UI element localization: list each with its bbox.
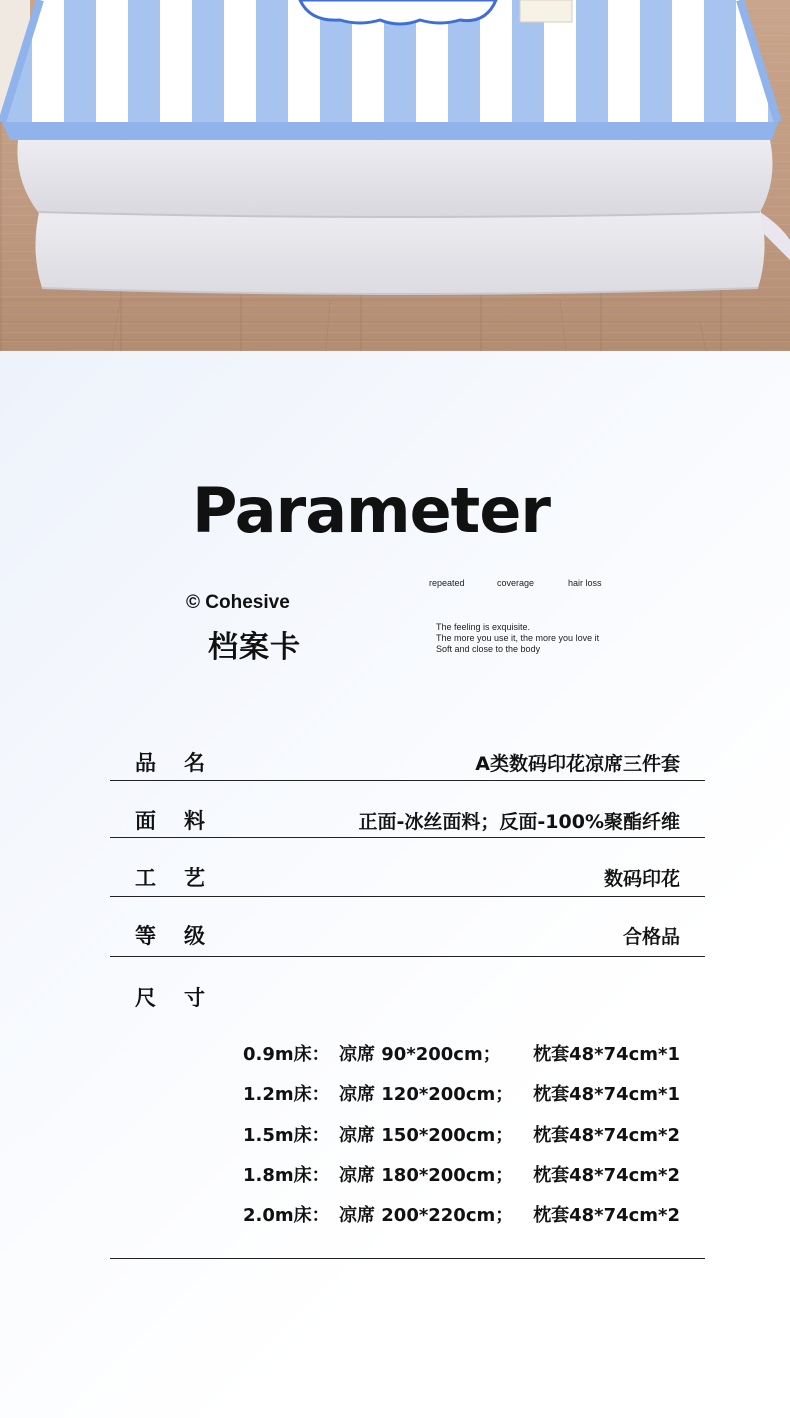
bed-size: 0.9m床： bbox=[243, 1044, 330, 1065]
mat-size: 凉席 150*200cm； bbox=[339, 1125, 514, 1146]
divider bbox=[110, 1258, 705, 1259]
bed-size: 1.5m床： bbox=[243, 1125, 330, 1146]
brand-name: © Cohesive bbox=[186, 592, 290, 613]
mat-size: 凉席 200*220cm； bbox=[339, 1205, 514, 1226]
mat-size: 凉席 90*200cm； bbox=[339, 1044, 501, 1065]
param-value: 合格品 bbox=[622, 926, 680, 948]
divider bbox=[110, 956, 705, 957]
param-label: 品名 bbox=[135, 751, 233, 775]
bed-size: 2.0m床： bbox=[243, 1205, 330, 1226]
divider bbox=[110, 837, 705, 838]
tag-hair-loss: hair loss bbox=[568, 578, 602, 588]
feature-tags bbox=[429, 578, 602, 588]
divider bbox=[110, 896, 705, 897]
tagline-line: The more you use it, the more you love it bbox=[436, 633, 600, 643]
card-label: 档案卡 bbox=[208, 630, 301, 665]
bed-illustration bbox=[0, 0, 790, 351]
tagline-line: Soft and close to the body bbox=[436, 644, 541, 654]
pillow-size: 枕套48*74cm*1 bbox=[533, 1044, 680, 1065]
bed-size: 1.2m床： bbox=[243, 1084, 330, 1105]
mat-size: 凉席 120*200cm； bbox=[339, 1084, 514, 1105]
tag-repeated: repeated bbox=[429, 578, 465, 588]
param-label: 面料 bbox=[135, 809, 233, 833]
param-value: 数码印花 bbox=[603, 868, 680, 890]
param-label: 工艺 bbox=[135, 866, 233, 890]
param-value: A类数码印花凉席三件套 bbox=[475, 753, 680, 775]
param-value: 正面-冰丝面料；反面-100%聚酯纤维 bbox=[358, 811, 680, 833]
param-label: 等级 bbox=[135, 924, 233, 948]
page-title: Parameter bbox=[192, 474, 550, 547]
pillow-size: 枕套48*74cm*1 bbox=[533, 1084, 680, 1105]
pillow-size: 枕套48*74cm*2 bbox=[533, 1125, 680, 1146]
bed-size: 1.8m床： bbox=[243, 1165, 330, 1186]
tag-coverage: coverage bbox=[497, 578, 535, 588]
param-label: 尺寸 bbox=[135, 986, 233, 1010]
divider bbox=[110, 780, 705, 781]
pillow-size: 枕套48*74cm*2 bbox=[533, 1205, 680, 1226]
mat-size: 凉席 180*200cm； bbox=[339, 1165, 514, 1186]
tagline-line: The feeling is exquisite. bbox=[436, 622, 531, 632]
tagline bbox=[436, 622, 599, 655]
product-photo bbox=[0, 0, 790, 351]
pillow-size: 枕套48*74cm*2 bbox=[533, 1165, 680, 1186]
